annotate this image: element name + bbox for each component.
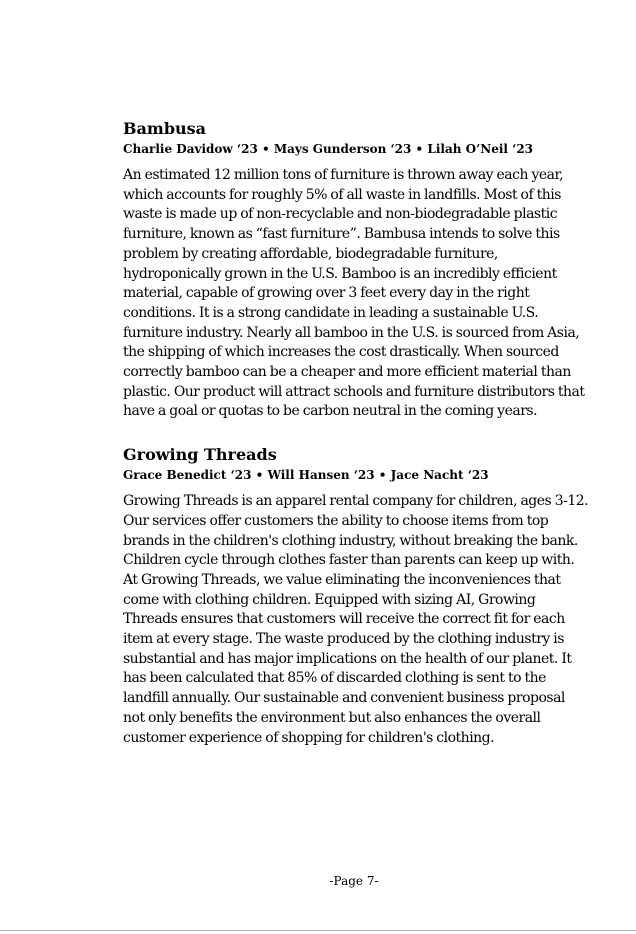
section-authors: Grace Benedict ‘23 • Will Hansen ‘23 • Jace Nacht ‘23 — [123, 468, 489, 483]
section-body: An estimated 12 million tons of furniture is thrown away each year, which accounts for roughly 5% of all waste in landfills. Most of this waste is made up of non-recyclable and non-biodegradable plastic furniture, known as “fast furniture”. Bambusa intends to solve this problem by creating affordable, biodegradable furniture, hydroponically grown in the U.S. Bamboo is an incredibly efficient material, capable of growing over 3 feet every day in the right conditions. It is a strong candidate in leading a sustainable U.S. furniture industry. Nearly all bamboo in the U.S. is sourced from Asia, the shipping of which increases the cost drastically. When sourced correctly bamboo can be a cheaper and more efficient material than plastic. Our product will attract schools and furniture distributors that have a goal or quotas to be carbon neutral in the coming years. — [123, 167, 585, 420]
page-number: -Page 7- — [329, 874, 379, 888]
page-content — [123, 118, 589, 770]
section-title: Bambusa — [123, 119, 207, 138]
page-bottom-divider — [0, 930, 636, 931]
section-bambusa — [123, 118, 589, 422]
section-authors: Charlie Davidow ‘23 • Mays Gunderson ‘23 • Lilah O’Neil ‘23 — [123, 142, 534, 156]
section-body: Growing Threads is an apparel rental company for children, ages 3-12. Our services offer customers the ability to choose items from top brands in the children's clothing industry, without breaking the bank. Children cycle through clothes faster than parents can keep up with. At Growing Threads, we value eliminating the inconveniences that come with clothing children. Equipped with sizing AI, Growing Threads ensures that customers will receive the correct fit for each item at every stage. The waste produced by the clothing industry is substantial and has major implications on the health of our planet. It has been calculated that 85% of discarded clothing is sent to the landfill annually. Our sustainable and convenient business proposal not only benefits the environment but also enhances the overall customer experience of shopping for children's clothing. — [123, 493, 589, 746]
section-title: Growing Threads — [123, 445, 277, 465]
section-growing-threads — [123, 444, 589, 748]
